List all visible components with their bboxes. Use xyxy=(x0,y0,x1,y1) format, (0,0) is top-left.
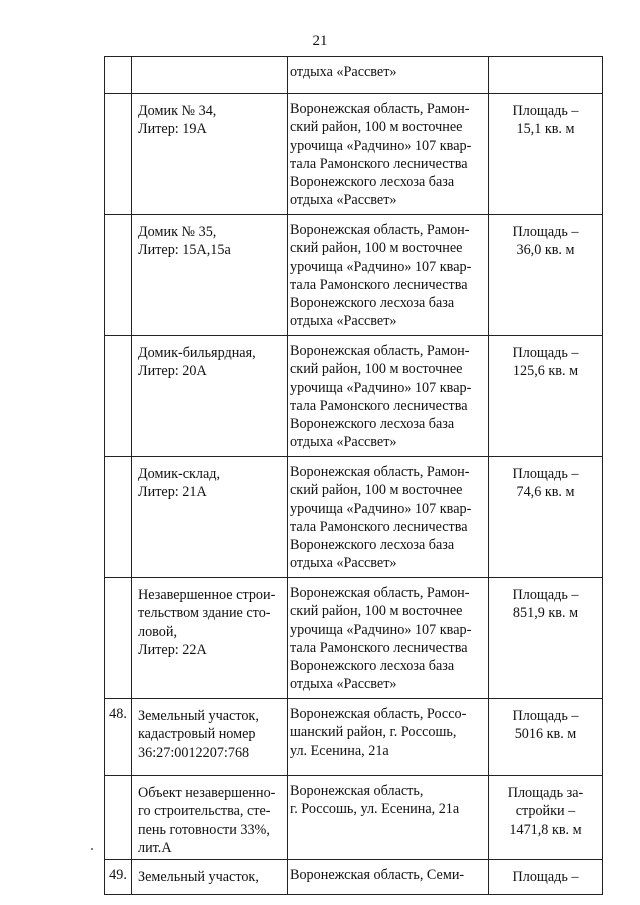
address-line: отдыха «Рассвет» xyxy=(290,676,397,693)
object-name-cell xyxy=(132,860,288,895)
object-name-cell xyxy=(132,776,288,860)
address-cell xyxy=(288,776,489,860)
address-line: ский район, 100 м восточнее xyxy=(290,482,463,499)
address-line: тала Рамонского лесничества xyxy=(290,397,468,414)
table-row xyxy=(105,57,603,94)
area-line: Площадь – xyxy=(512,708,579,724)
row-number-cell xyxy=(105,336,132,457)
area-line: 74,6 кв. м xyxy=(516,484,575,501)
scan-dot-mark xyxy=(91,848,93,850)
area-cell xyxy=(489,57,603,94)
row-number-cell xyxy=(105,215,132,336)
object-name-cell xyxy=(132,57,288,94)
area-line: 851,9 кв. м xyxy=(512,605,579,622)
row-number-cell xyxy=(105,457,132,578)
area-line: 5016 кв. м xyxy=(514,726,577,743)
object-name-line: Литер: 20А xyxy=(138,363,207,380)
object-name-line: Литер: 22А xyxy=(138,641,207,658)
object-name-line: Домик-бильярдная, xyxy=(138,345,256,361)
address-line: Воронежская область, Рамон- xyxy=(290,464,470,480)
address-line: отдыха «Рассвет» xyxy=(290,64,397,80)
area-line: 125,6 кв. м xyxy=(512,363,579,380)
area-cell xyxy=(489,699,603,776)
address-cell xyxy=(288,860,489,895)
table-row xyxy=(105,457,603,578)
table-row xyxy=(105,699,603,776)
address-cell xyxy=(288,57,489,94)
address-line: урочища «Радчино» 107 квар- xyxy=(290,379,472,396)
object-name-line: Литер: 21А xyxy=(138,484,207,501)
address-line: Воронежского лесхоза база xyxy=(290,537,455,554)
object-name-line: Литер: 19А xyxy=(138,121,207,138)
object-name-line: тельством здание сто- xyxy=(138,605,271,622)
address-line: Воронежская область, Рамон- xyxy=(290,585,470,601)
area-cell xyxy=(489,776,603,860)
object-name-cell xyxy=(132,94,288,215)
row-number-cell xyxy=(105,57,132,94)
address-cell xyxy=(288,578,489,699)
address-line: Воронежская область, Семи- xyxy=(290,867,465,883)
address-line: урочища «Радчино» 107 квар- xyxy=(290,621,472,638)
address-line: Воронежского лесхоза база xyxy=(290,295,455,312)
area-cell xyxy=(489,457,603,578)
address-line: Воронежская область, xyxy=(290,783,424,799)
object-name-line: Литер: 15А,15а xyxy=(138,242,231,259)
row-number-cell xyxy=(105,94,132,215)
address-line: Воронежская область, Рамон- xyxy=(290,343,470,359)
address-line: Воронежского лесхоза база xyxy=(290,416,455,433)
table-row xyxy=(105,776,603,860)
address-line: г. Россошь, ул. Есенина, 21а xyxy=(290,801,460,818)
address-line: тала Рамонского лесничества xyxy=(290,518,468,535)
address-line: отдыха «Рассвет» xyxy=(290,555,397,572)
object-name-line: кадастровый номер xyxy=(138,726,256,743)
area-cell xyxy=(489,860,603,895)
address-cell xyxy=(288,457,489,578)
address-line: урочища «Радчино» 107 квар- xyxy=(290,258,472,275)
address-line: урочища «Радчино» 107 квар- xyxy=(290,500,472,517)
object-name-line: ловой, xyxy=(138,623,178,640)
area-line: Площадь – xyxy=(512,224,579,240)
area-line: Площадь – xyxy=(512,466,579,482)
object-name-line: го строительства, сте- xyxy=(138,803,271,820)
area-line: Площадь – xyxy=(512,587,579,603)
table-row xyxy=(105,578,603,699)
address-line: Воронежская область, Рамон- xyxy=(290,222,470,238)
table-row xyxy=(105,336,603,457)
address-line: урочища «Радчино» 107 квар- xyxy=(290,137,472,154)
address-line: Воронежская область, Россо- xyxy=(290,706,467,722)
object-name-line: Земельный участок, xyxy=(138,869,259,885)
address-line: Воронежская область, Рамон- xyxy=(290,101,470,117)
row-number-cell: 49. xyxy=(105,860,132,895)
address-line: тала Рамонского лесничества xyxy=(290,155,468,172)
area-cell xyxy=(489,578,603,699)
address-line: отдыха «Рассвет» xyxy=(290,434,397,451)
property-table xyxy=(104,56,603,895)
object-name-cell xyxy=(132,578,288,699)
area-line: 15,1 кв. м xyxy=(516,121,575,138)
area-line: стройки – xyxy=(515,803,576,820)
object-name-line: Домик-склад, xyxy=(138,466,221,482)
address-line: ский район, 100 м восточнее xyxy=(290,361,463,378)
area-cell xyxy=(489,215,603,336)
address-line: тала Рамонского лесничества xyxy=(290,276,468,293)
area-cell xyxy=(489,336,603,457)
object-name-line: пень готовности 33%, xyxy=(138,821,270,838)
object-name-line: Земельный участок, xyxy=(138,708,259,724)
row-number-cell: 48. xyxy=(105,699,132,776)
area-line: Площадь за- xyxy=(507,785,584,801)
area-line: 1471,8 кв. м xyxy=(509,821,582,838)
address-line: тала Рамонского лесничества xyxy=(290,639,468,656)
area-line: Площадь – xyxy=(512,345,579,361)
address-line: отдыха «Рассвет» xyxy=(290,313,397,330)
area-line: Площадь – xyxy=(512,103,579,119)
address-line: ский район, 100 м восточнее xyxy=(290,603,463,620)
table-row xyxy=(105,215,603,336)
object-name-line: 36:27:0012207:768 xyxy=(138,744,250,761)
object-name-line: Объект незавершенно- xyxy=(138,785,276,801)
address-cell xyxy=(288,699,489,776)
address-cell xyxy=(288,215,489,336)
area-line: Площадь – xyxy=(512,869,579,885)
address-line: ский район, 100 м восточнее xyxy=(290,240,463,257)
object-name-cell xyxy=(132,336,288,457)
object-name-line: Домик № 35, xyxy=(138,224,217,240)
page-number: 21 xyxy=(312,33,328,49)
object-name-line: Незавершенное строи- xyxy=(138,587,276,603)
row-number-cell xyxy=(105,776,132,860)
address-line: шанский район, г. Россошь, xyxy=(290,724,457,741)
object-name-line: лит.А xyxy=(138,839,172,856)
address-line: ул. Есенина, 21а xyxy=(290,742,389,759)
object-name-cell xyxy=(132,457,288,578)
address-cell xyxy=(288,336,489,457)
table-row xyxy=(105,94,603,215)
address-line: отдыха «Рассвет» xyxy=(290,192,397,209)
address-line: Воронежского лесхоза база xyxy=(290,658,455,675)
area-cell xyxy=(489,94,603,215)
address-cell xyxy=(288,94,489,215)
object-name-cell xyxy=(132,215,288,336)
area-line: 36,0 кв. м xyxy=(516,242,575,259)
table-row xyxy=(105,860,603,895)
object-name-cell xyxy=(132,699,288,776)
row-number-cell xyxy=(105,578,132,699)
address-line: ский район, 100 м восточнее xyxy=(290,119,463,136)
address-line: Воронежского лесхоза база xyxy=(290,174,455,191)
object-name-line: Домик № 34, xyxy=(138,103,217,119)
